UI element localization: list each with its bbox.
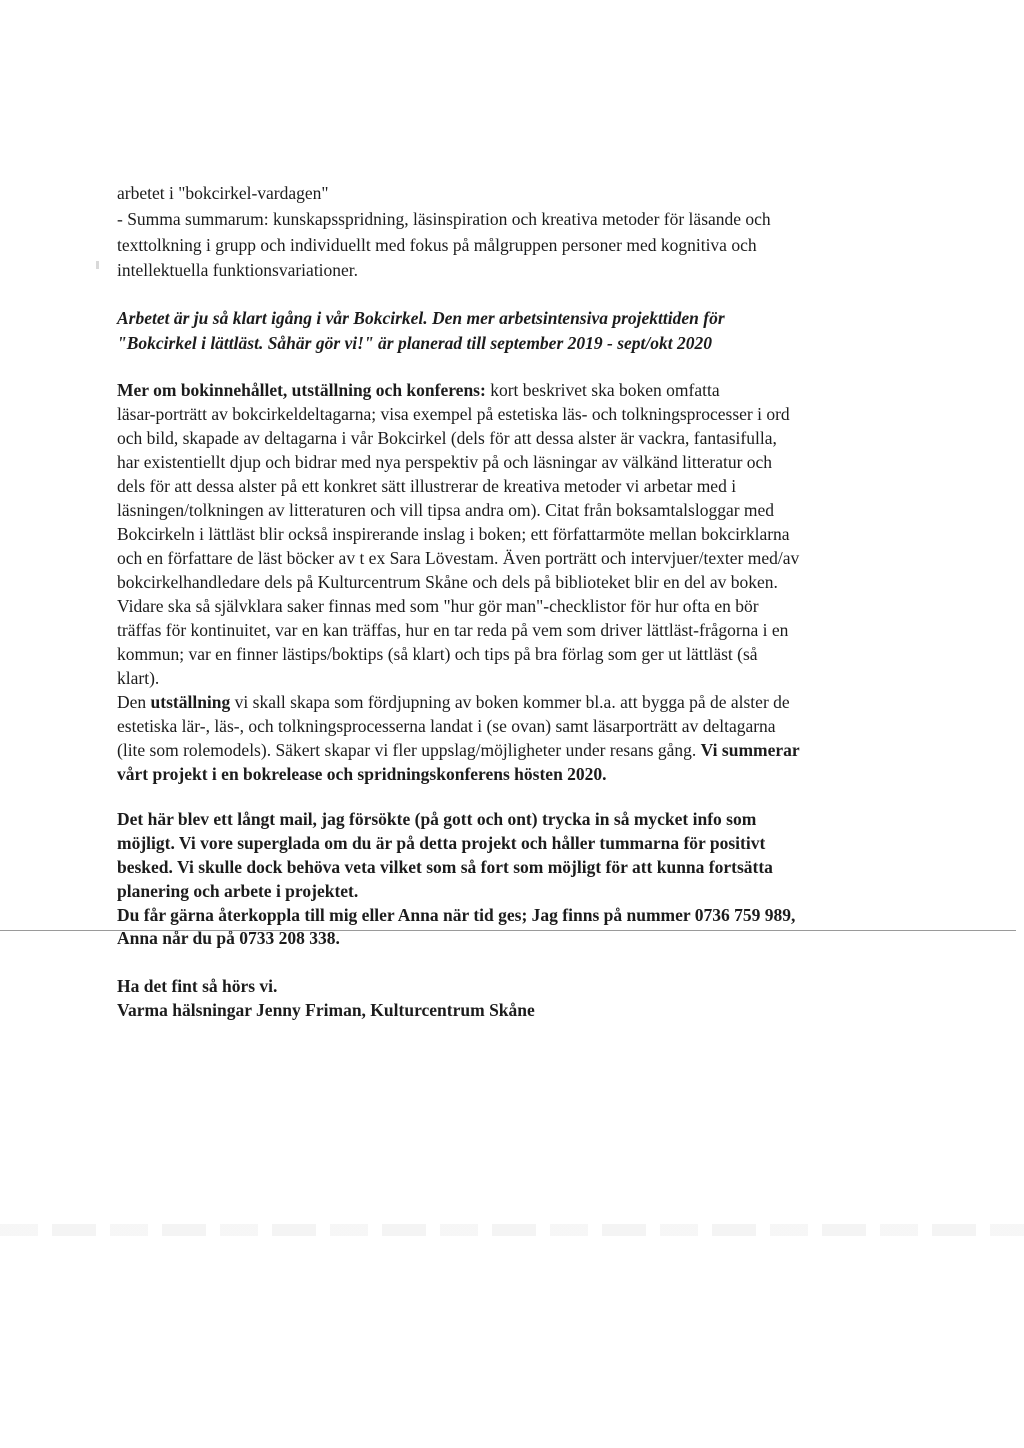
closing-line-5: Du får gärna återkoppla till mig eller Anna när tid ges; Jag finns på nummer 0736 759 989, <box>117 905 796 925</box>
intro-line-1: arbetet i "bokcirkel-vardagen" <box>117 183 329 203</box>
content-heading: Mer om bokinnehållet, utställning och konferens: <box>117 380 486 400</box>
content-line-13: klart). <box>117 668 160 688</box>
intro-line-3: texttolkning i grupp och individuellt med fokus på målgruppen personer med kognitiva och <box>117 235 757 255</box>
content-line-16 <box>117 738 800 762</box>
intro-line-2: - Summa summarum: kunskapsspridning, läsinspiration och kreativa metoder för läsande och <box>117 209 771 229</box>
scan-footer-artifact <box>0 1224 1024 1236</box>
content-line-4: har existentiellt djup och bidrar med nya perspektiv på och läsningar av välkänd litteratur och <box>117 452 773 472</box>
content-line-14-b: vi skall skapa som fördjupning av boken kommer bl.a. att bygga på de alster de <box>230 692 790 712</box>
summary-keyword: Vi summerar <box>700 740 800 760</box>
content-line-7: Bokcirkeln i lättläst blir också inspirerande inslag i boken; ett författarmöte mellan bokcirklarna <box>117 524 790 544</box>
content-line-1-text: kort beskrivet ska boken omfatta <box>485 380 720 400</box>
content-line-3: och bild, skapade av deltagarna i vår Bokcirkel (dels för att dessa alster är vackra, fantasifulla, <box>117 428 777 448</box>
content-line-10: Vidare ska så självklara saker finnas med som "hur gör man"-checklistor för hur ofta en bör <box>117 596 759 616</box>
content-line-11: träffas för kontinuitet, var en kan träffas, hur en tar reda på vem som driver lättläst-frågorna i en <box>117 620 789 640</box>
timeline-line-1: Arbetet är ju så klart igång i vår Bokcirkel. Den mer arbetsintensiva projekttiden för <box>117 308 725 328</box>
signoff-line-2: Varma hälsningar Jenny Friman, Kulturcentrum Skåne <box>117 1000 535 1020</box>
intro-line-4: intellektuella funktionsvariationer. <box>117 260 359 280</box>
horizontal-rule <box>0 930 1016 931</box>
content-line-14-a: Den <box>117 692 151 712</box>
closing-line-6: Anna når du på 0733 208 338. <box>117 928 340 948</box>
content-line-1 <box>117 378 720 402</box>
exhibition-keyword: utställning <box>150 692 231 712</box>
timeline-line-2: "Bokcirkel i lättläst. Såhär gör vi!" är planerad till september 2019 - sept/okt 2020 <box>117 333 712 353</box>
content-line-2: läsar-porträtt av bokcirkeldeltagarna; visa exempel på estetiska läs- och tolkningsprocesser i ord <box>117 404 790 424</box>
content-line-12: kommun; var en finner lästips/boktips (så klart) och tips på bra förlag som ger ut lättläst (så <box>117 644 758 664</box>
signoff-line-1: Ha det fint så hörs vi. <box>117 976 278 996</box>
content-line-15: estetiska lär-, läs-, och tolkningsprocesserna landat i (se ovan) samt läsarporträtt av deltagarna <box>117 716 776 736</box>
content-line-9: bokcirkelhandledare dels på Kulturcentrum Skåne och dels på biblioteket blir en del av boken. <box>117 572 778 592</box>
closing-line-4: planering och arbete i projektet. <box>117 881 359 901</box>
content-line-5: dels för att dessa alster på ett konkret sätt illustrerar de kreativa metoder vi arbetar med i <box>117 476 737 496</box>
content-line-16-a: (lite som rolemodels). Säkert skapar vi fler uppslag/möjligheter under resans gång. <box>117 740 701 760</box>
closing-line-2: möjligt. Vi vore superglada om du är på detta projekt och håller tummarna för positivt <box>117 833 766 853</box>
content-line-6: läsningen/tolkningen av litteraturen och vill tipsa andra om). Citat från boksamtalsloggar med <box>117 500 775 520</box>
closing-line-3: besked. Vi skulle dock behöva veta vilket som så fort som möjligt för att kunna fortsätta <box>117 857 773 877</box>
scan-artifact <box>96 261 99 269</box>
content-line-17: vårt projekt i en bokrelease och spridningskonferens hösten 2020. <box>117 764 607 784</box>
content-line-14 <box>117 690 790 714</box>
content-line-8: och en författare de läst böcker av t ex Sara Lövestam. Även porträtt och intervjuer/texter med/av <box>117 548 800 568</box>
closing-line-1: Det här blev ett långt mail, jag försökte (på gott och ont) trycka in så mycket info som <box>117 809 757 829</box>
